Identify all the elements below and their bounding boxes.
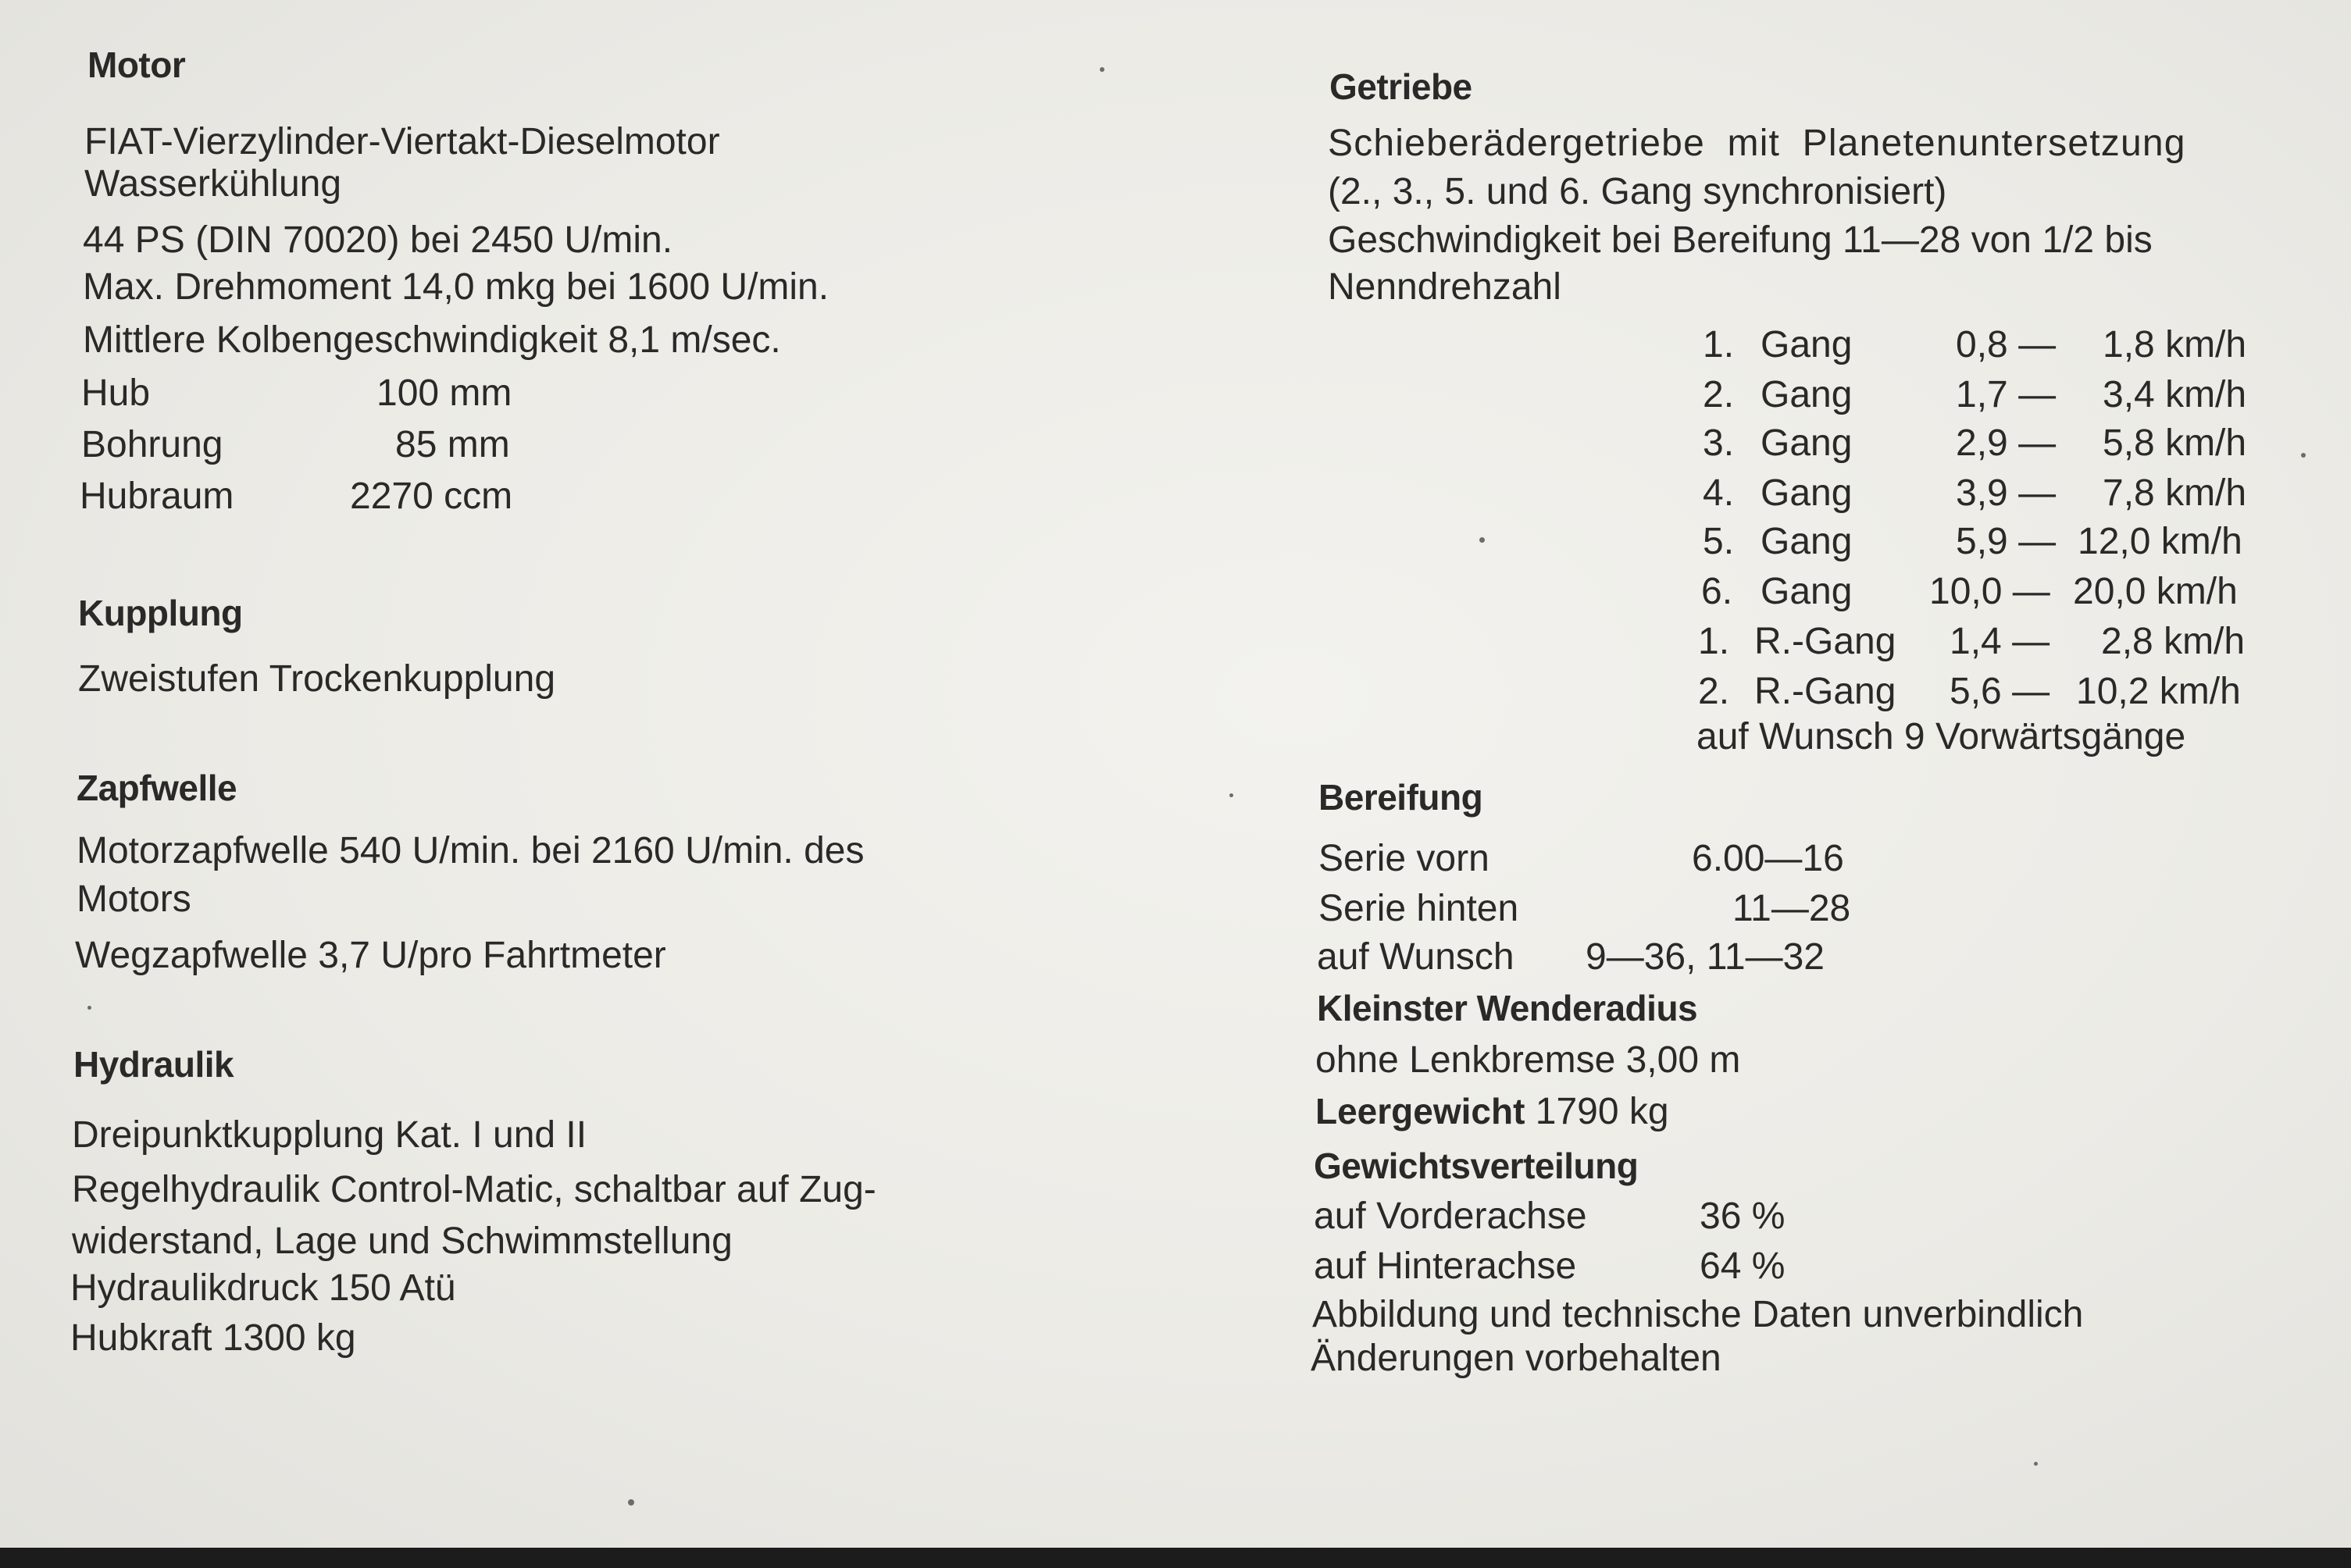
dust-speck	[1229, 793, 1233, 797]
gewicht-row	[1314, 1195, 1876, 1242]
spec-value: 64 %	[1700, 1245, 1786, 1287]
gear-to: 3,4 km/h	[2103, 374, 2247, 415]
spec-value: 85 mm	[395, 424, 510, 465]
getriebe-note: auf Wunsch 9 Vorwärtsgänge	[1696, 716, 2186, 757]
motor-line: 44 PS (DIN 70020) bei 2450 U/min.	[83, 219, 673, 261]
gear-num: 5.	[1703, 521, 1735, 562]
gear-num: 4.	[1703, 472, 1735, 514]
gear-name: Gang	[1761, 422, 1853, 464]
gear-to: 2,8 km/h	[2101, 621, 2246, 662]
hydraulik-heading: Hydraulik	[73, 1044, 234, 1085]
motor-spec-row	[81, 423, 565, 470]
spec-label: Serie vorn	[1318, 838, 1489, 879]
dust-speck	[87, 1006, 91, 1010]
spec-label: Serie hinten	[1318, 888, 1519, 929]
gear-row	[1679, 323, 2273, 370]
gear-row	[1679, 373, 2273, 420]
motor-spec-row	[80, 475, 564, 522]
spec-label: Bohrung	[81, 424, 223, 465]
spec-value: 2270 ccm	[350, 476, 513, 517]
film-edge	[0, 1548, 2351, 1568]
gear-from: 0,8 —	[1956, 324, 2057, 365]
gear-num: 1.	[1703, 324, 1735, 365]
spec-label: auf Hinterachse	[1314, 1245, 1577, 1287]
gear-from: 10,0 —	[1929, 571, 2050, 612]
hydraulik-line: Hydraulikdruck 150 Atü	[70, 1267, 456, 1309]
leergewicht-heading: Leergewicht	[1315, 1091, 1525, 1131]
gear-name: R.-Gang	[1754, 621, 1896, 662]
spec-value: 9—36, 11—32	[1586, 936, 1825, 978]
gear-from: 5,9 —	[1956, 521, 2057, 562]
motor-line: Wasserkühlung	[84, 163, 342, 205]
gear-row	[1679, 472, 2273, 519]
gear-row	[1679, 670, 2273, 717]
gear-to: 5,8 km/h	[2103, 422, 2247, 464]
footer-line: Änderungen vorbehalten	[1311, 1338, 1721, 1379]
spec-value: 6.00—16	[1692, 838, 1844, 879]
gear-name: Gang	[1761, 571, 1853, 612]
gear-num: 6.	[1701, 571, 1733, 612]
bereifung-row	[1318, 837, 1881, 884]
bereifung-heading: Bereifung	[1318, 777, 1483, 818]
gear-from: 1,7 —	[1956, 374, 2057, 415]
spec-value: 36 %	[1700, 1196, 1786, 1237]
kupplung-heading: Kupplung	[78, 593, 243, 633]
getriebe-line: Schieberädergetriebe mit Planetenuntersetzung	[1328, 123, 2186, 164]
motor-line: FIAT-Vierzylinder-Viertakt-Dieselmotor	[84, 121, 720, 162]
hydraulik-line: Regelhydraulik Control-Matic, schaltbar auf Zug-	[72, 1169, 876, 1210]
spec-label: Hub	[81, 372, 151, 414]
gear-from: 2,9 —	[1956, 422, 2057, 464]
gear-from: 3,9 —	[1956, 472, 2057, 514]
gear-row	[1679, 620, 2273, 667]
hydraulik-line: Dreipunktkupplung Kat. I und II	[72, 1114, 587, 1156]
dust-speck	[1479, 537, 1485, 543]
wenderadius-line: ohne Lenkbremse 3,00 m	[1315, 1039, 1741, 1081]
motor-line: Max. Drehmoment 14,0 mkg bei 1600 U/min.	[83, 266, 829, 308]
hydraulik-line: widerstand, Lage und Schwimmstellung	[72, 1221, 733, 1262]
spec-label: Hubraum	[80, 476, 234, 517]
gear-name: Gang	[1761, 324, 1853, 365]
spec-label: auf Vorderachse	[1314, 1196, 1587, 1237]
dust-speck	[2301, 453, 2306, 458]
gear-row	[1679, 570, 2273, 617]
motor-line: Mittlere Kolbengeschwindigkeit 8,1 m/sec.	[83, 319, 781, 361]
wenderadius-heading: Kleinster Wenderadius	[1317, 988, 1698, 1028]
spec-label: auf Wunsch	[1317, 936, 1514, 978]
dust-speck	[2034, 1462, 2038, 1466]
getriebe-line: Geschwindigkeit bei Bereifung 11—28 von 1/2 bis	[1328, 219, 2153, 261]
gear-num: 2.	[1698, 671, 1730, 712]
gear-to: 20,0 km/h	[2073, 571, 2238, 612]
gewicht-heading: Gewichtsverteilung	[1314, 1146, 1639, 1186]
motor-spec-row	[81, 372, 565, 419]
gear-name: Gang	[1761, 521, 1853, 562]
getriebe-line: (2., 3., 5. und 6. Gang synchronisiert)	[1328, 171, 1947, 212]
leergewicht-value: 1790 kg	[1535, 1091, 1669, 1132]
kupplung-line: Zweistufen Trockenkupplung	[78, 658, 556, 700]
gear-to: 7,8 km/h	[2103, 472, 2247, 514]
motor-heading: Motor	[87, 45, 186, 85]
spec-value: 100 mm	[376, 372, 512, 414]
getriebe-heading: Getriebe	[1329, 66, 1472, 107]
zapfwelle-line: Wegzapfwelle 3,7 U/pro Fahrtmeter	[75, 935, 666, 976]
gear-to: 1,8 km/h	[2103, 324, 2247, 365]
gear-row	[1679, 422, 2273, 469]
zapfwelle-line: Motorzapfwelle 540 U/min. bei 2160 U/min. des	[77, 830, 865, 871]
gewicht-row	[1314, 1245, 1876, 1292]
zapfwelle-line: Motors	[77, 878, 191, 920]
spec-value: 11—28	[1732, 888, 1851, 929]
gear-num: 2.	[1703, 374, 1735, 415]
gear-num: 3.	[1703, 422, 1735, 464]
dust-speck	[1100, 67, 1104, 72]
footer-line: Abbildung und technische Daten unverbindlich	[1312, 1294, 2084, 1335]
gear-to: 12,0 km/h	[2078, 521, 2242, 562]
gear-name: Gang	[1761, 374, 1853, 415]
gear-to: 10,2 km/h	[2076, 671, 2241, 712]
gear-num: 1.	[1698, 621, 1730, 662]
gear-row	[1679, 520, 2273, 567]
bereifung-row	[1317, 935, 1879, 982]
getriebe-line: Nenndrehzahl	[1328, 266, 1561, 308]
leergewicht-line	[1315, 1093, 1669, 1131]
gear-name: R.-Gang	[1754, 671, 1896, 712]
zapfwelle-heading: Zapfwelle	[77, 768, 237, 808]
gear-from: 5,6 —	[1950, 671, 2050, 712]
dust-speck	[628, 1499, 634, 1506]
gear-name: Gang	[1761, 472, 1853, 514]
gear-from: 1,4 —	[1950, 621, 2050, 662]
hydraulik-line: Hubkraft 1300 kg	[70, 1317, 356, 1359]
bereifung-row	[1318, 887, 1881, 934]
